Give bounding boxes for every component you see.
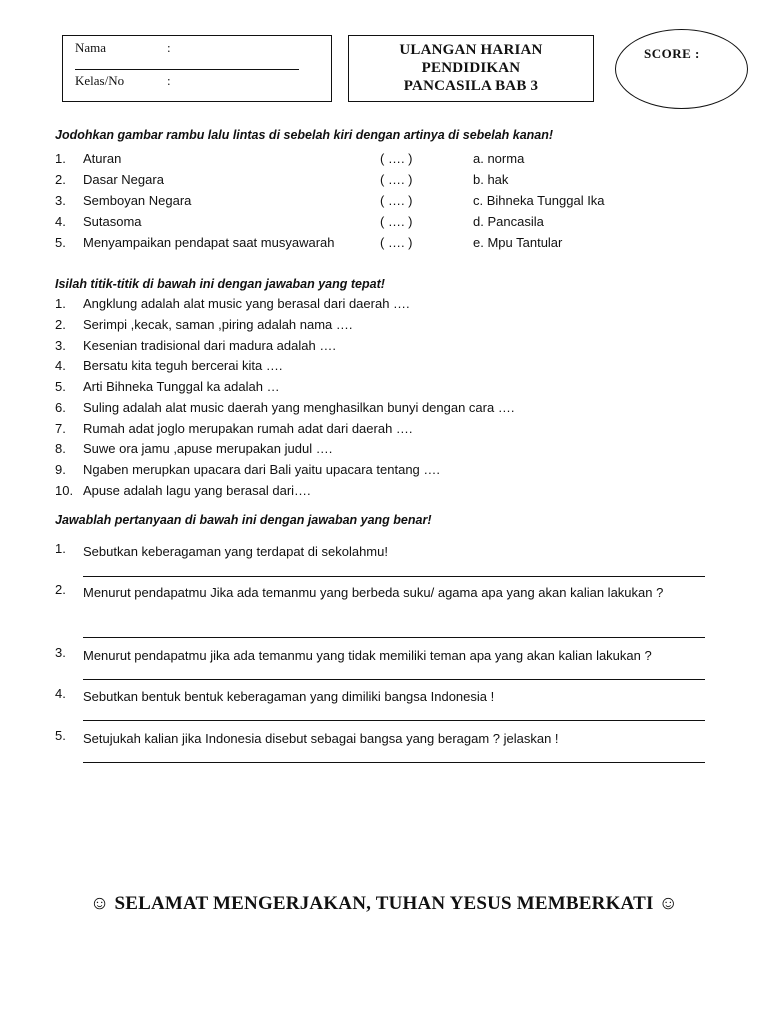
section1-heading: Jodohkan gambar rambu lalu lintas di sebelah kiri dengan artinya di sebelah kanan! xyxy=(55,128,554,142)
question-text: Sebutkan keberagaman yang terdapat di sekolahmu! xyxy=(83,544,388,559)
fill-in-row xyxy=(0,379,768,397)
class-colon: : xyxy=(167,73,171,88)
name-label: Nama xyxy=(75,40,107,55)
fill-in-row xyxy=(0,400,768,418)
item-number: 4. xyxy=(55,214,66,229)
item-number: 3. xyxy=(55,193,66,208)
item-text: Rumah adat joglo merupakan rumah adat dari daerah …. xyxy=(83,421,413,436)
essay-question xyxy=(55,686,713,730)
item-number: 8. xyxy=(55,441,66,456)
fill-in-row xyxy=(0,441,768,459)
item-text: Bersatu kita teguh bercerai kita …. xyxy=(83,358,283,373)
answer-option: c. Bihneka Tunggal Ika xyxy=(473,193,605,208)
matching-row xyxy=(0,193,768,211)
title-line-1: ULANGAN HARIAN xyxy=(399,42,543,58)
question-text: Setujukah kalian jika Indonesia disebut sebagai bangsa yang beragam ? jelaskan ! xyxy=(83,731,559,746)
item-text: Semboyan Negara xyxy=(83,193,192,208)
answer-option: b. hak xyxy=(473,172,509,187)
answer-line xyxy=(83,679,705,680)
title-line-2: PENDIDIKAN xyxy=(421,60,521,76)
closing-message xyxy=(0,893,768,915)
closing-text: SELAMAT MENGERJAKAN, TUHAN YESUS MEMBERKATI xyxy=(114,893,654,914)
student-info-box xyxy=(62,35,332,102)
question-text: Menurut pendapatmu Jika ada temanmu yang berbeda suku/ agama apa yang akan kalian lakukan ? xyxy=(83,585,664,600)
item-number: 2. xyxy=(55,582,66,597)
section3-heading: Jawablah pertanyaan di bawah ini dengan jawaban yang benar! xyxy=(55,513,432,527)
matching-row xyxy=(0,172,768,190)
name-underline xyxy=(75,69,299,70)
matching-row xyxy=(0,235,768,253)
smiley-icon: ☺ xyxy=(658,893,679,914)
fill-in-row xyxy=(0,462,768,480)
answer-blank: ( …. ) xyxy=(380,172,413,187)
class-label: Kelas/No xyxy=(75,73,125,88)
title-line-3: PANCASILA BAB 3 xyxy=(403,78,539,94)
item-number: 3. xyxy=(55,338,66,353)
item-number: 1. xyxy=(55,296,66,311)
exam-title-box xyxy=(348,35,594,102)
item-text: Suling adalah alat music daerah yang menghasilkan bunyi dengan cara …. xyxy=(83,400,515,415)
answer-option: a. norma xyxy=(473,151,525,166)
smiley-icon: ☺ xyxy=(89,893,110,914)
answer-line xyxy=(83,762,705,763)
item-text: Dasar Negara xyxy=(83,172,164,187)
answer-blank: ( …. ) xyxy=(380,235,413,250)
matching-row xyxy=(0,151,768,169)
item-number: 7. xyxy=(55,421,66,436)
item-number: 4. xyxy=(55,358,66,373)
item-number: 4. xyxy=(55,686,66,701)
answer-blank: ( …. ) xyxy=(380,193,413,208)
fill-in-row xyxy=(0,421,768,439)
answer-blank: ( …. ) xyxy=(380,151,413,166)
section2-heading: Isilah titik-titik di bawah ini dengan jawaban yang tepat! xyxy=(55,277,385,291)
item-number: 5. xyxy=(55,728,66,743)
item-number: 5. xyxy=(55,235,66,250)
answer-blank: ( …. ) xyxy=(380,214,413,229)
item-text: Apuse adalah lagu yang berasal dari…. xyxy=(83,483,311,498)
fill-in-row xyxy=(0,358,768,376)
fill-in-row xyxy=(0,296,768,314)
answer-line xyxy=(83,637,705,638)
name-colon: : xyxy=(167,40,171,55)
item-number: 2. xyxy=(55,172,66,187)
question-text: Menurut pendapatmu jika ada temanmu yang tidak memiliki teman apa yang akan kalian lakukan ? xyxy=(83,648,652,663)
essay-question xyxy=(55,728,713,772)
fill-in-row xyxy=(0,317,768,335)
answer-line xyxy=(83,576,705,577)
item-text: Suwe ora jamu ,apuse merupakan judul …. xyxy=(83,441,333,456)
item-number: 2. xyxy=(55,317,66,332)
item-text: Ngaben merupkan upacara dari Bali yaitu upacara tentang …. xyxy=(83,462,440,477)
item-text: Sutasoma xyxy=(83,214,142,229)
answer-line xyxy=(83,720,705,721)
item-number: 1. xyxy=(55,541,66,556)
item-number: 10. xyxy=(55,483,74,498)
item-text: Menyampaikan pendapat saat musyawarah xyxy=(83,235,335,250)
matching-row xyxy=(0,214,768,232)
item-text: Arti Bihneka Tunggal ka adalah … xyxy=(83,379,280,394)
essay-question xyxy=(55,645,713,689)
item-text: Kesenian tradisional dari madura adalah …. xyxy=(83,338,336,353)
fill-in-row xyxy=(0,338,768,356)
answer-option: d. Pancasila xyxy=(473,214,544,229)
fill-in-row xyxy=(0,483,768,501)
answer-option: e. Mpu Tantular xyxy=(473,235,563,250)
item-text: Serimpi ,kecak, saman ,piring adalah nama …. xyxy=(83,317,353,332)
essay-question xyxy=(55,582,713,626)
essay-question xyxy=(55,541,713,585)
item-number: 3. xyxy=(55,645,66,660)
score-label: SCORE : xyxy=(644,46,700,61)
item-number: 1. xyxy=(55,151,66,166)
item-number: 6. xyxy=(55,400,66,415)
item-text: Aturan xyxy=(83,151,122,166)
item-number: 9. xyxy=(55,462,66,477)
item-number: 5. xyxy=(55,379,66,394)
item-text: Angklung adalah alat music yang berasal dari daerah …. xyxy=(83,296,410,311)
question-text: Sebutkan bentuk bentuk keberagaman yang dimiliki bangsa Indonesia ! xyxy=(83,689,495,704)
score-oval xyxy=(615,29,748,109)
